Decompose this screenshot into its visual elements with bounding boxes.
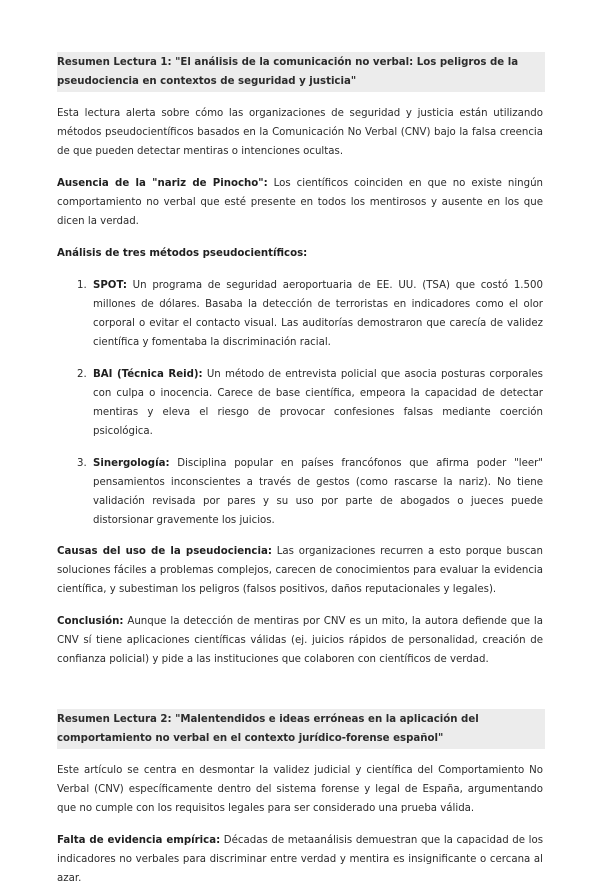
intro-paragraph-2: Este artículo se centra en desmontar la validez judicial y científica del Comportamiento No Verbal (CNV) específicamente dentro del sistema forense y legal de España, argumentando que no cumple con los requisitos legales para ser considerado una prueba válida. — [57, 765, 543, 814]
list-item — [57, 276, 543, 352]
pinocho-label: Ausencia de la "nariz de Pinocho": — [57, 178, 268, 189]
conclusion-label: Conclusión: — [57, 616, 124, 627]
section-title-lectura-2 — [57, 709, 545, 749]
list-item — [57, 454, 543, 530]
list-item — [57, 365, 543, 441]
method-text: Un método de entrevista policial que asocia posturas corporales con culpa o inocencia. Carece de base científica, empeora la capacidad de detectar mentiras y eleva el riesgo de provocar confesiones falsas mediante coerción psicológica. — [93, 369, 543, 437]
methods-heading-text: Análisis de tres métodos pseudocientíficos: — [57, 248, 308, 259]
pinocho-paragraph — [57, 174, 543, 231]
method-label: SPOT: — [93, 280, 127, 291]
evidencia-text: Décadas de metaanálisis demuestran que la capacidad de los indicadores no verbales para discriminar entre verdad y mentira es insignificante o cercana al azar. — [57, 835, 544, 884]
evidencia-paragraph — [57, 831, 543, 888]
causas-paragraph — [57, 542, 543, 599]
method-text: Un programa de seguridad aeroportuaria de EE. UU. (TSA) que costó 1.500 millones de dólares. Basaba la detección de terroristas en indicadores como el olor corporal o evitar el contacto visual. Las auditorías demostraron que carecía de validez científica y fomentaba la discriminación racial. — [93, 280, 543, 348]
list-number: 3. — [77, 458, 87, 469]
intro-paragraph: Esta lectura alerta sobre cómo las organizaciones de seguridad y justicia están utilizando métodos pseudocientíficos basados en la Comunicación No Verbal (CNV) bajo la falsa creencia de que pueden detectar mentiras o intenciones ocultas. — [57, 108, 543, 157]
methods-list — [57, 276, 543, 530]
conclusion-text: Aunque la detección de mentiras por CNV es un mito, la autora defiende que la CNV sí tiene aplicaciones científicas válidas (ej. juicios rápidos de personalidad, creación de confianza policial) y pide a las instituciones que colaboren con científicos de verdad. — [57, 616, 543, 665]
causas-text: Las organizaciones recurren a esto porque buscan soluciones fáciles a problemas complejos, carecen de conocimientos para evaluar la evidencia científica, y subestiman los peligros (falsos positivos, daños reputacionales y legales). — [57, 546, 543, 595]
section-title-lectura-1 — [57, 52, 545, 92]
section-title-text: Resumen Lectura 2: "Malentendidos e ideas erróneas en la aplicación del comportamiento no verbal en el contexto jurídico-forense español" — [57, 714, 479, 744]
list-number: 1. — [77, 280, 87, 291]
section-title-text: Resumen Lectura 1: "El análisis de la comunicación no verbal: Los peligros de la pseudociencia en contextos de seguridad y justicia" — [57, 57, 519, 87]
pinocho-text: Los científicos coinciden en que no existe ningún comportamiento no verbal que esté presente en todos los mentirosos y ausente en los que dicen la verdad. — [57, 178, 543, 227]
causas-label: Causas del uso de la pseudociencia: — [57, 546, 272, 557]
method-text: Disciplina popular en países francófonos que afirma poder "leer" pensamientos inconscientes a través de gestos (como rascarse la nariz). No tiene validación revisada por pares y su uso por parte de abogados o jueces puede distorsionar gravemente los juicios. — [93, 458, 543, 526]
evidencia-label: Falta de evidencia empírica: — [57, 835, 221, 846]
methods-heading — [57, 244, 543, 263]
conclusion-paragraph — [57, 612, 543, 669]
method-label: Sinergología: — [93, 458, 170, 469]
method-label: BAI (Técnica Reid): — [93, 369, 203, 380]
list-number: 2. — [77, 369, 87, 380]
